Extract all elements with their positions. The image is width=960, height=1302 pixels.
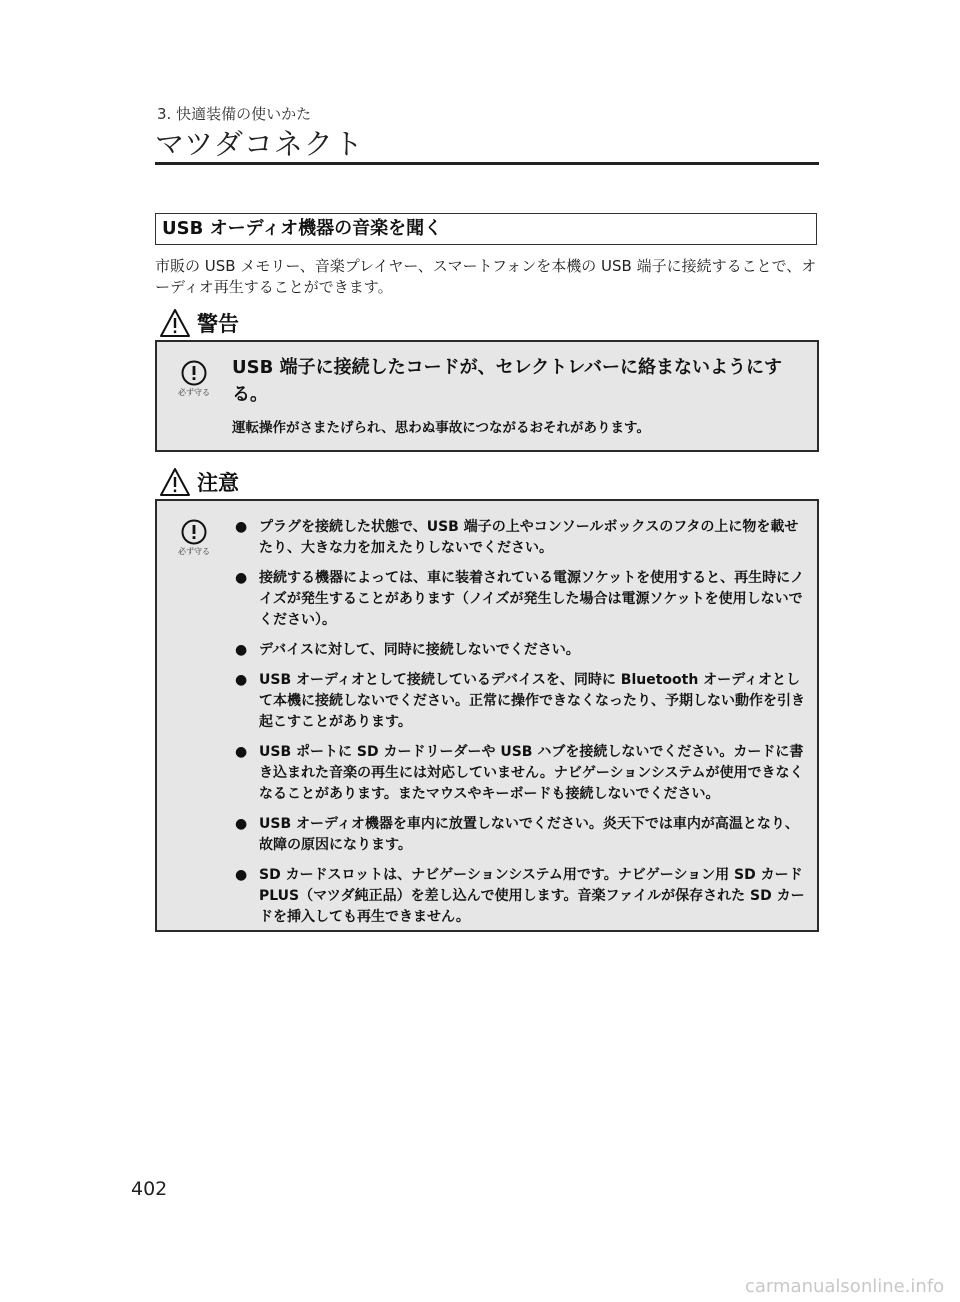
warning-headline: USB 端子に接続したコードが、セレクトレバーに絡まないようにする。 <box>232 357 782 405</box>
must-follow-badge <box>175 519 213 557</box>
must-follow-badge <box>175 360 213 398</box>
warning-label: 警告 <box>197 312 239 336</box>
section-title: USB オーディオ機器の音楽を聞く <box>155 213 817 245</box>
list-item: ● USB オーディオ機器を車内に放置しないでください。炎天下では車内が高温となり、故障の原因になります。 <box>235 816 799 853</box>
list-item: ● USB オーディオとして接続しているデバイスを、同時に Bluetooth オーディオとして本機に接続しないでください。正常に操作できなくなったり、予期しない動作を引き起こすことがあります。 <box>235 672 805 730</box>
warning-heading <box>159 306 239 340</box>
caution-list <box>227 517 807 937</box>
section-intro: 市販の USB メモリー、音楽プレイヤー、スマートフォンを本機の USB 端子に接続することで、オーディオ再生することができます。 <box>155 257 817 296</box>
page-number: 402 <box>131 1178 168 1200</box>
chapter-label: 3. 快適装備の使いかた <box>157 105 312 123</box>
must-follow-caption: 必ず守る <box>178 547 210 556</box>
caution-label: 注意 <box>197 471 239 495</box>
list-item: ● USB ポートに SD カードリーダーや USB ハブを接続しないでください。カードに書き込まれた音楽の再生には対応していません。ナビゲーションシステムが使用できなくなることがあります。またマウスやキーボードも接続しないでください。 <box>235 744 804 802</box>
list-item: ● 接続する機器によっては、車に装着されている電源ソケットを使用すると、再生時にノイズが発生することがあります（ノイズが発生した場合は電源ソケットを使用しないでください）。 <box>235 570 805 628</box>
warning-detail: 運転操作がさまたげられ、思わぬ事故につながるおそれがあります。 <box>232 420 650 436</box>
caution-box <box>155 499 819 932</box>
watermark: carmanualsonline.info <box>745 1276 945 1297</box>
must-follow-caption: 必ず守る <box>178 388 210 397</box>
title-divider <box>155 162 819 165</box>
warning-triangle-icon <box>159 467 191 497</box>
exclamation-circle-icon <box>181 519 207 545</box>
list-item: ● デバイスに対して、同時に接続しないでください。 <box>235 642 580 658</box>
warning-box <box>155 340 819 452</box>
list-item: ● SD カードスロットは、ナビゲーションシステム用です。ナビゲーション用 SD カード PLUS（マツダ純正品）を差し込んで使用します。音楽ファイルが保存された SD カードを挿入しても再生できません。 <box>235 867 805 925</box>
warning-triangle-icon <box>159 308 191 338</box>
caution-heading <box>159 465 239 499</box>
page-title: マツダコネクト <box>155 127 364 161</box>
exclamation-circle-icon <box>181 360 207 386</box>
list-item: ● プラグを接続した状態で、USB 端子の上やコンソールボックスのフタの上に物を載せたり、大きな力を加えたりしないでください。 <box>235 519 799 556</box>
